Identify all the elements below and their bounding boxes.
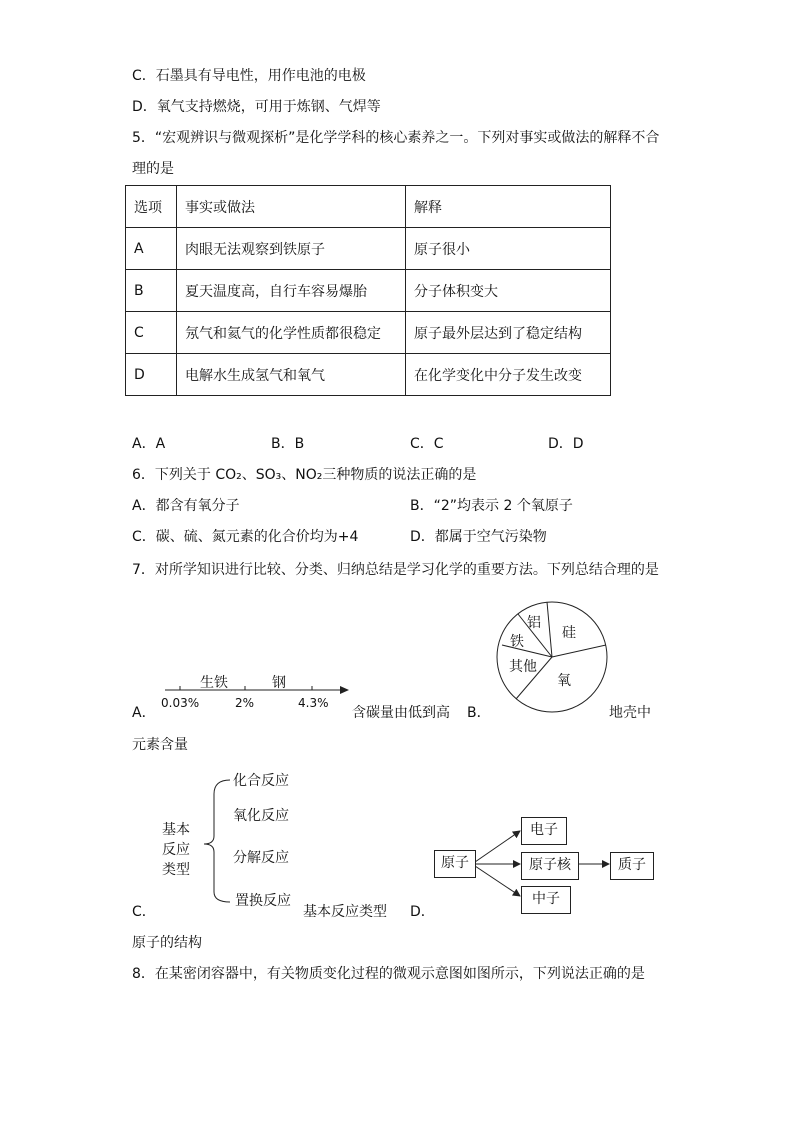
tree-branch: 置换反应 <box>235 893 291 909</box>
proton-box: 质子 <box>610 852 654 880</box>
arrow-to-electron <box>475 831 520 862</box>
nucleus-box: 原子核 <box>521 852 579 880</box>
table-cell: 在化学变化中分子发生改变 <box>406 354 611 396</box>
table-header-cell: 事实或做法 <box>177 186 406 228</box>
pie-slice-label: 氧 <box>557 673 571 689</box>
table-row <box>126 354 611 396</box>
pie-slice-label: 其他 <box>509 659 537 675</box>
table-cell: 夏天温度高，自行车容易爆胎 <box>177 270 406 312</box>
table-cell: 原子最外层达到了稳定结构 <box>406 312 611 354</box>
table-header-cell: 选项 <box>126 186 177 228</box>
q5-table <box>125 185 611 396</box>
option-c-caption: 基本反应类型 <box>303 904 387 920</box>
tick-label: 0.03% <box>161 696 200 710</box>
pie-slice-label: 硅 <box>562 625 576 641</box>
table-header-cell: 解释 <box>406 186 611 228</box>
table-cell: 分子体积变大 <box>406 270 611 312</box>
q6-option-d: D．都属于空气污染物 <box>410 529 547 545</box>
neutron-box: 中子 <box>521 886 571 914</box>
q5-stem-line-1: 5．“宏观辨识与微观探析”是化学学科的核心素养之一。下列对事实或做法的解释不合 <box>132 130 660 146</box>
table-cell: 电解水生成氢气和氧气 <box>177 354 406 396</box>
q6-stem: 6．下列关于 CO₂、SO₃、NO₂三种物质的说法正确的是 <box>132 467 477 483</box>
table-cell: C <box>126 312 177 354</box>
q7-stem: 7．对所学知识进行比较、分类、归纳总结是学习化学的重要方法。下列总结合理的是 <box>132 562 659 578</box>
table-cell: 肉眼无法观察到铁原子 <box>177 228 406 270</box>
table-cell: D <box>126 354 177 396</box>
brace-icon <box>204 780 230 902</box>
q5-option-d: D．D <box>548 436 584 452</box>
tick-label: 4.3% <box>298 696 329 710</box>
option-d-caption: 原子的结构 <box>132 935 202 951</box>
q7-option-d-label: D． <box>410 904 435 920</box>
option-b-caption-2: 元素含量 <box>132 737 188 753</box>
q6-option-b: B．“2”均表示 2 个氧原子 <box>410 498 573 514</box>
q4-option-d: D．氧气支持燃烧，可用于炼钢、气焊等 <box>132 99 381 115</box>
q5-stem-line-2: 理的是 <box>132 161 174 177</box>
table-row <box>126 312 611 354</box>
table-row <box>126 270 611 312</box>
tree-root <box>162 820 190 880</box>
table-cell: A <box>126 228 177 270</box>
tree-root-line: 反应 <box>162 842 190 858</box>
q5-option-b: B．B <box>271 436 305 452</box>
table-row <box>126 228 611 270</box>
table-cell: B <box>126 270 177 312</box>
q7-option-c-label: C． <box>132 904 156 920</box>
atom-box: 原子 <box>434 850 476 878</box>
table-cell: 原子很小 <box>406 228 611 270</box>
axis-arrow-icon <box>340 686 349 694</box>
q8-stem: 8．在某密闭容器中，有关物质变化过程的微观示意图如图所示，下列说法正确的是 <box>132 966 645 982</box>
option-a-caption: 含碳量由低到高 <box>352 705 450 721</box>
table-header-row <box>126 186 611 228</box>
q4-option-c: C．石墨具有导电性，用作电池的电极 <box>132 68 366 84</box>
pie-slice-label: 铁 <box>510 634 524 650</box>
tick-label: 2% <box>235 696 255 710</box>
segment-label-pig-iron: 生铁 <box>200 675 228 691</box>
pie-slice-label: 铝 <box>527 615 541 631</box>
tree-root-line: 类型 <box>162 862 190 878</box>
tree-brace <box>190 774 240 906</box>
q6-option-c: C．碳、硫、氮元素的化合价均为+4 <box>132 529 359 545</box>
q6-option-a: A．都含有氧分子 <box>132 498 240 514</box>
q7-option-a-label: A． <box>132 705 156 721</box>
tree-branch: 分解反应 <box>233 850 289 866</box>
q5-option-c: C．C <box>410 436 444 452</box>
q7-option-b-label: B． <box>467 705 491 721</box>
electron-box: 电子 <box>521 817 567 845</box>
table-cell: 氖气和氦气的化学性质都很稳定 <box>177 312 406 354</box>
tree-branch: 氧化反应 <box>233 808 289 824</box>
tree-branch: 化合反应 <box>233 773 289 789</box>
arrow-to-neutron <box>475 866 520 896</box>
q5-option-a: A．A <box>132 436 166 452</box>
tree-root-line: 基本 <box>162 822 190 838</box>
segment-label-steel: 钢 <box>272 675 286 691</box>
option-b-caption-1: 地壳中 <box>609 705 651 721</box>
